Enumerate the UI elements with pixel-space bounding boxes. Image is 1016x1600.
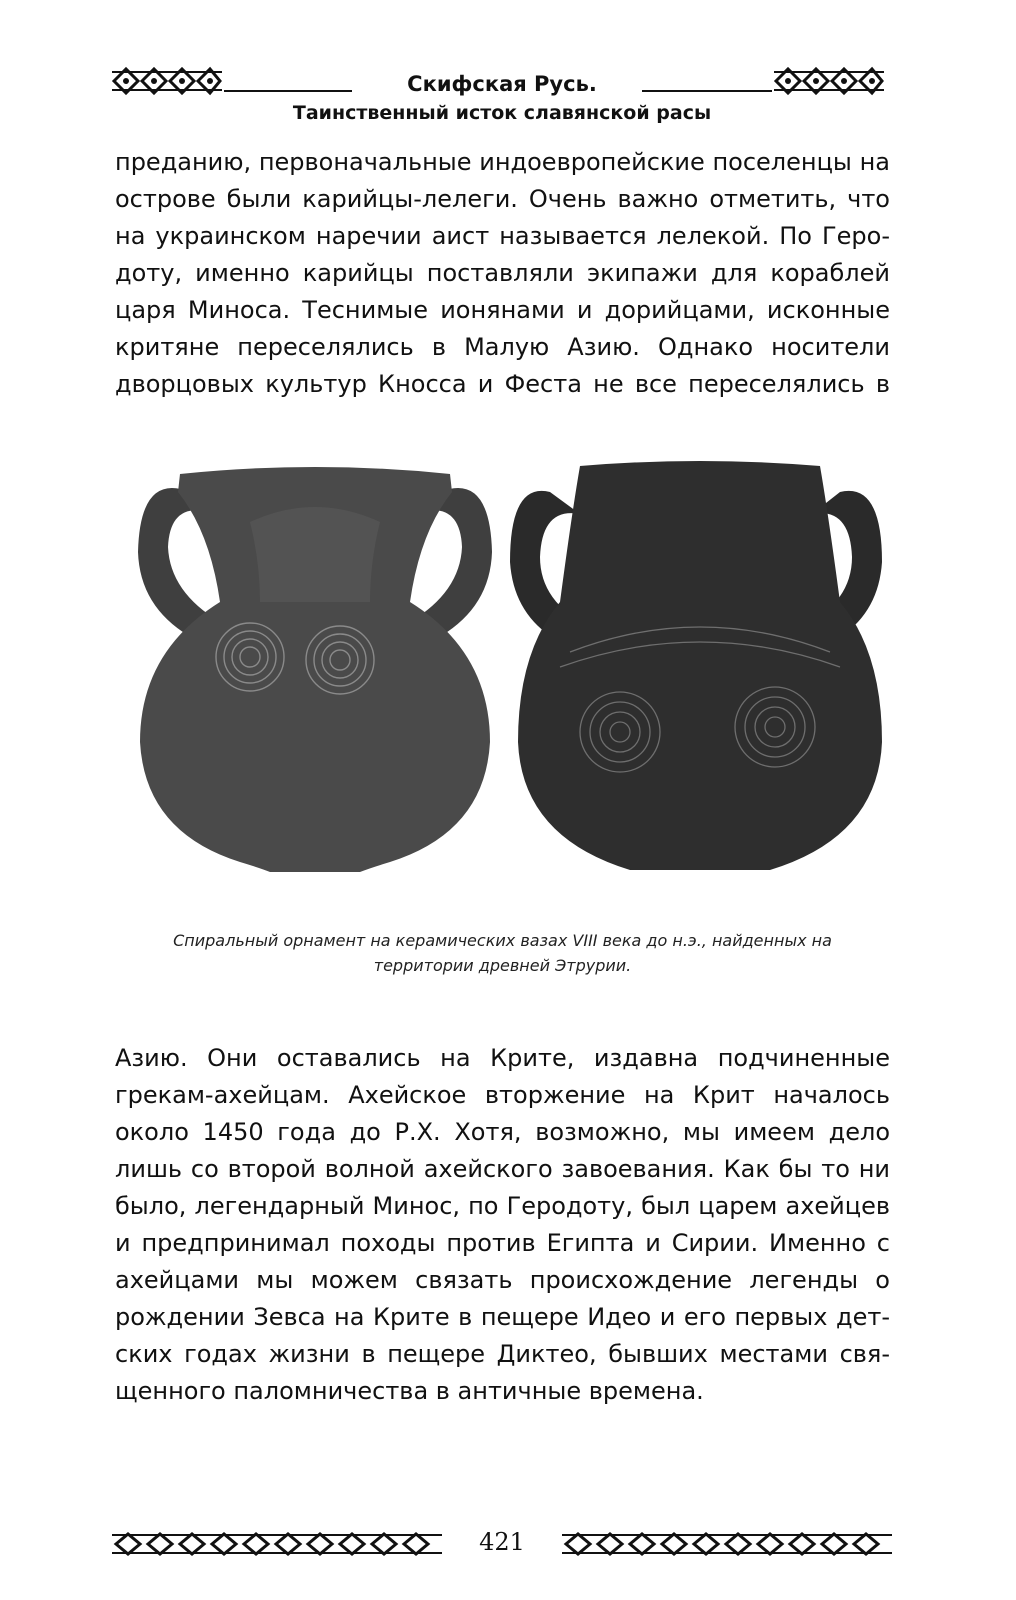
figure-caption xyxy=(115,928,890,978)
page-footer xyxy=(112,1528,892,1562)
header-title: Скифская Русь. xyxy=(407,72,597,96)
vase-left xyxy=(138,467,492,872)
figure-vases xyxy=(130,452,890,882)
text-line: преданию, первоначальные индоевропейские поселенцы на xyxy=(115,148,890,176)
text-line: ских годах жизни в пещере Диктео, бывших местами свя- xyxy=(115,1340,890,1368)
page-number: 421 xyxy=(479,1528,525,1556)
text-line: было, легендарный Минос, по Геродоту, был царем ахейцев xyxy=(115,1192,890,1220)
paragraph-top xyxy=(115,144,890,403)
text-line: грекам-ахейцам. Ахейское вторжение на Крит началось xyxy=(115,1081,890,1109)
vase-right xyxy=(510,461,882,870)
text-line: на украинском наречии аист называется лелекой. По Геро- xyxy=(115,222,890,250)
paragraph-bottom xyxy=(115,1040,890,1410)
header-ornament-right xyxy=(774,66,884,96)
text-line: щенного паломничества в античные времена. xyxy=(115,1377,704,1405)
text-line: Азию. Они оставались на Крите, издавна подчиненные xyxy=(115,1044,890,1072)
text-line: доту, именно карийцы поставляли экипажи для кораблей xyxy=(115,259,890,287)
text-line: ахейцами мы можем связать происхождение легенды о xyxy=(115,1266,890,1294)
running-header xyxy=(112,62,892,132)
text-line: дворцовых культур Кносса и Феста не все переселялись в xyxy=(115,370,890,398)
text-line: царя Миноса. Теснимые ионянами и дорийцами, исконные xyxy=(115,296,890,324)
caption-line: территории древней Этрурии. xyxy=(373,956,632,975)
header-subtitle: Таинственный исток славянской расы xyxy=(292,102,712,124)
text-line: критяне переселялись в Малую Азию. Однако носители xyxy=(115,333,890,361)
text-line: около 1450 года до Р.Х. Хотя, возможно, мы имеем дело xyxy=(115,1118,890,1146)
text-line: рождении Зевса на Крите в пещере Идео и его первых дет- xyxy=(115,1303,890,1331)
text-line: и предпринимал походы против Египта и Сирии. Именно с xyxy=(115,1229,890,1257)
text-line: лишь со второй волной ахейского завоевания. Как бы то ни xyxy=(115,1155,890,1183)
text-line: острове были карийцы-лелеги. Очень важно отметить, что xyxy=(115,185,890,213)
footer-ornament-right xyxy=(562,1530,892,1558)
caption-line: Спиральный орнамент на керамических вазах VIII века до н.э., найденных на xyxy=(173,931,832,950)
header-rule-right xyxy=(642,90,772,92)
